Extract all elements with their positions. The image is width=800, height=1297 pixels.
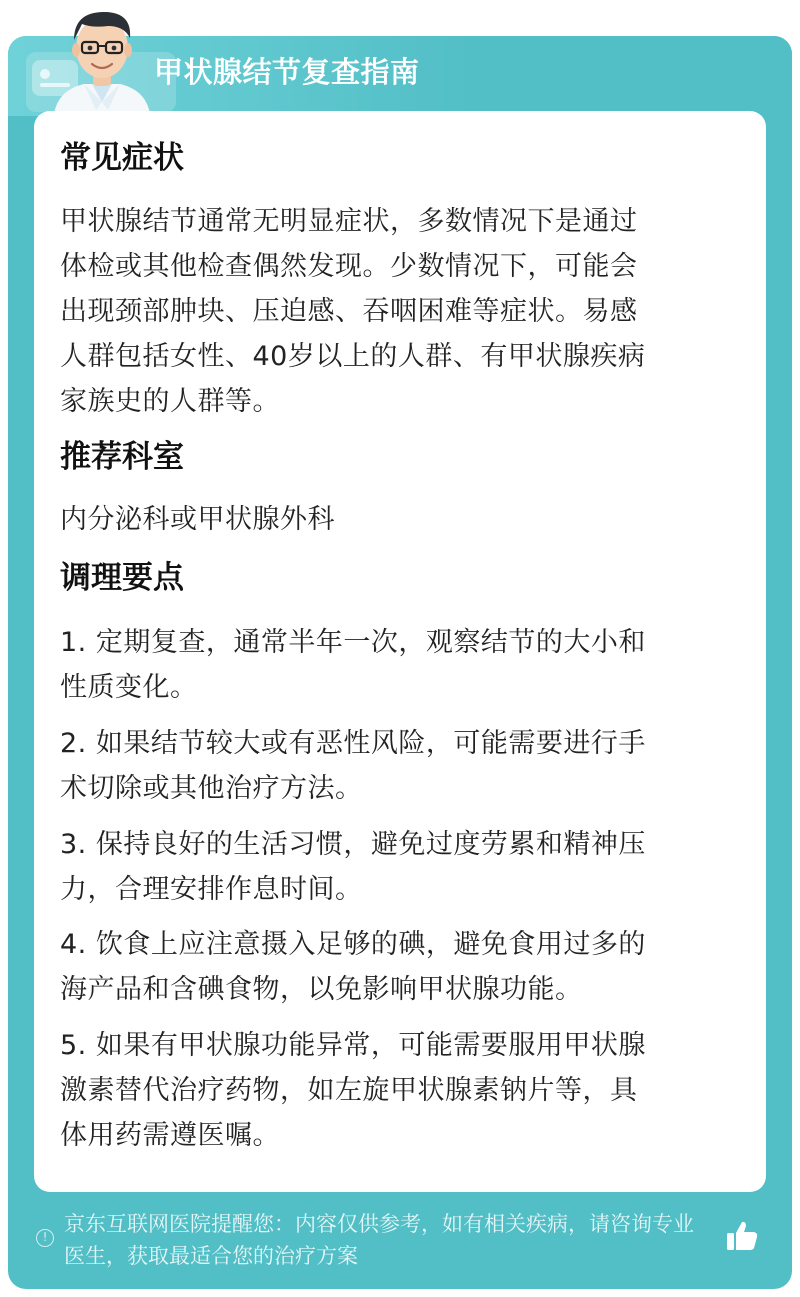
paragraph-line: 出现颈部肿块、压迫感、吞咽困难等症状。易感 — [60, 296, 638, 327]
page-title: 甲状腺结节复查指南 — [154, 55, 420, 89]
item-line: 1. 定期复查，通常半年一次，观察结节的大小和 — [60, 627, 646, 658]
item-line: 4. 饮食上应注意摄入足够的碘，避免食用过多的 — [60, 929, 646, 960]
item-line: 海产品和含碘食物，以免影响甲状腺功能。 — [60, 974, 583, 1005]
item-line: 2. 如果结节较大或有恶性风险，可能需要进行手 — [60, 728, 646, 759]
care-item-2 — [60, 721, 728, 811]
department-paragraph — [60, 497, 728, 542]
item-line: 术切除或其他治疗方法。 — [60, 773, 363, 804]
section-title-symptoms: 常见症状 — [60, 140, 184, 176]
item-line: 力，合理安排作息时间。 — [60, 874, 363, 905]
paragraph-line: 体检或其他检查偶然发现。少数情况下，可能会 — [60, 251, 638, 282]
item-line: 5. 如果有甲状腺功能异常，可能需要服用甲状腺 — [60, 1030, 646, 1061]
care-item-3 — [60, 822, 728, 912]
care-item-1 — [60, 620, 728, 710]
disclaimer-text — [64, 1208, 728, 1272]
thumbs-up-icon[interactable] — [724, 1218, 760, 1254]
disclaimer-line: 京东互联网医院提醒您：内容仅供参考，如有相关疾病，请咨询专业 — [64, 1212, 694, 1236]
paragraph-line: 家族史的人群等。 — [60, 386, 280, 417]
paragraph-line: 内分泌科或甲状腺外科 — [60, 504, 335, 535]
section-title-department: 推荐科室 — [60, 439, 184, 475]
disclaimer-line: 医生，获取最适合您的治疗方案 — [64, 1244, 358, 1268]
item-line: 性质变化。 — [60, 672, 198, 703]
doctor-avatar — [44, 4, 160, 114]
care-item-5 — [60, 1023, 728, 1158]
care-item-4 — [60, 922, 728, 1012]
paragraph-line: 甲状腺结节通常无明显症状，多数情况下是通过 — [60, 206, 638, 237]
item-line: 激素替代治疗药物，如左旋甲状腺素钠片等，具 — [60, 1075, 638, 1106]
item-line: 3. 保持良好的生活习惯，避免过度劳累和精神压 — [60, 829, 646, 860]
item-line: 体用药需遵医嘱。 — [60, 1120, 280, 1151]
info-icon: ! — [36, 1229, 54, 1247]
paragraph-line: 人群包括女性、40岁以上的人群、有甲状腺疾病 — [60, 341, 646, 372]
section-title-care-points: 调理要点 — [60, 560, 184, 596]
symptoms-paragraph — [60, 199, 728, 424]
